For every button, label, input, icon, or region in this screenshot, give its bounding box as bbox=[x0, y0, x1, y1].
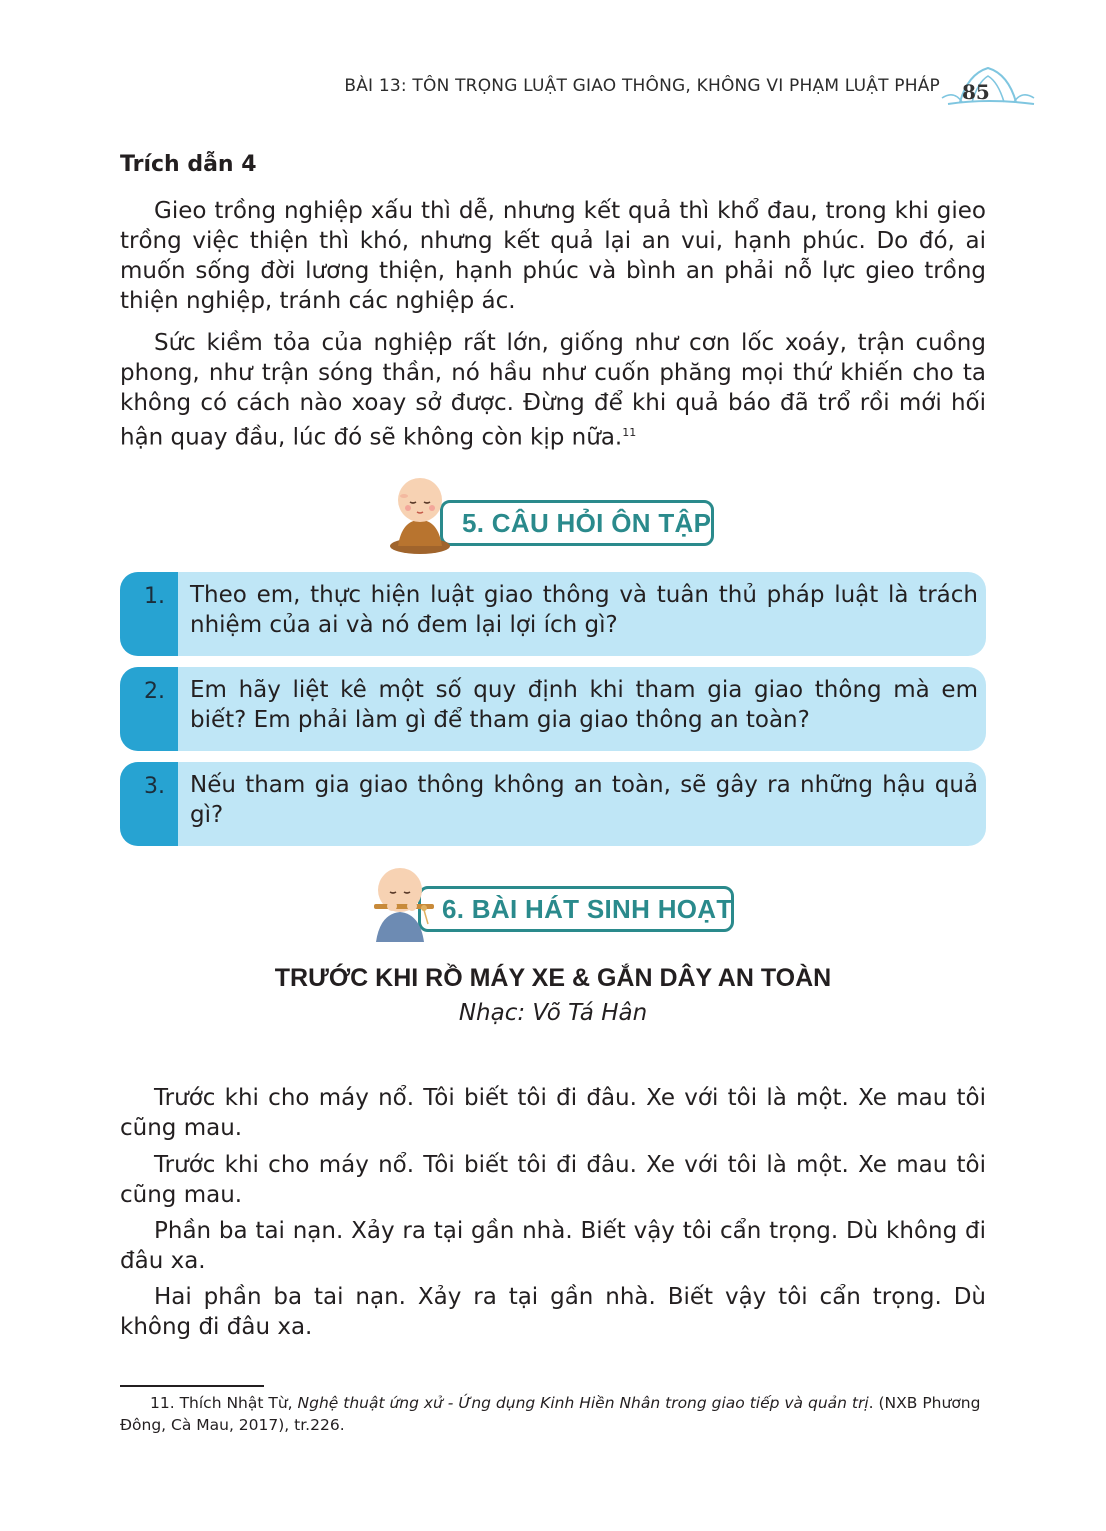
question-text: Em hãy liệt kê một số quy định khi tham gia giao thông mà em biết? Em phải làm gì để tham gia giao thông an toàn? bbox=[190, 677, 978, 733]
monk-meditating-icon bbox=[384, 474, 458, 556]
page-number: 85 bbox=[962, 80, 990, 104]
song-author: Nhạc: Võ Tá Hân bbox=[458, 1000, 648, 1026]
quote-title: Trích dẫn 4 bbox=[120, 152, 257, 177]
footnote-divider bbox=[120, 1385, 264, 1387]
section-5-title: 5. CÂU HỎI ÔN TẬP bbox=[462, 508, 712, 538]
quote-paragraph-2: Sức kiềm tỏa của nghiệp rất lớn, giống như cơn lốc xoáy, trận cuồng phong, như trận sóng thần, nó hầu như cuốn phăng mọi thứ khiến cho ta không có cách nào xoay sở được. Đừng để khi quả báo đã trổ rồi mới hối hận quay đầu, lúc đó sẽ không còn kịp nữa.$^{11}$ bbox=[120, 330, 986, 451]
question-number: 3. bbox=[144, 774, 165, 799]
question-text: Nếu tham gia giao thông không an toàn, sẽ gây ra những hậu quả gì? bbox=[190, 772, 978, 828]
question-number: 1. bbox=[144, 584, 165, 609]
quote-paragraph-1: Gieo trồng nghiệp xấu thì dễ, nhưng kết quả thì khổ đau, trong khi gieo trồng việc thiện thì khó, nhưng kết quả lại an vui, hạnh phúc. Do đó, ai muốn sống đời lương thiện, hạnh phúc và bình an phải nỗ lực gieo trồng thiện nghiệp, tránh các nghiệp ác. bbox=[120, 198, 986, 314]
footnote-ref: 11 bbox=[622, 426, 637, 439]
song-verse-2: Trước khi cho máy nổ. Tôi biết tôi đi đâu. Xe với tôi là một. Xe mau tôi cũng mau. bbox=[120, 1152, 986, 1208]
section-6-title: 6. BÀI HÁT SINH HOẠT bbox=[442, 894, 733, 924]
song-verse-3: Phần ba tai nạn. Xảy ra tại gần nhà. Biết vậy tôi cẩn trọng. Dù không đi đâu xa. bbox=[120, 1218, 986, 1274]
question-card-3 bbox=[120, 762, 986, 846]
song-verse-4: Hai phần ba tai nạn. Xảy ra tại gần nhà. Biết vậy tôi cẩn trọng. Dù không đi đâu xa. bbox=[120, 1284, 986, 1340]
footnote: 11. Thích Nhật Từ, Nghệ thuật ứng xử - Ứng dụng Kinh Hiền Nhân trong giao tiếp và quản trị. (NXB Phương Đông, Cà Mau, 2017), tr.226. bbox=[120, 1394, 981, 1434]
monk-flute-icon bbox=[362, 862, 442, 948]
running-header: BÀI 13: TÔN TRỌNG LUẬT GIAO THÔNG, KHÔNG VI PHẠM LUẬT PHÁP bbox=[344, 76, 940, 96]
question-card-1 bbox=[120, 572, 986, 656]
song-title: TRƯỚC KHI RỒ MÁY XE & GẮN DÂY AN TOÀN bbox=[274, 964, 832, 992]
question-card-2 bbox=[120, 667, 986, 751]
question-number: 2. bbox=[144, 679, 165, 704]
question-text: Theo em, thực hiện luật giao thông và tuân thủ pháp luật là trách nhiệm của ai và nó đem lại lợi ích gì? bbox=[190, 582, 978, 638]
song-verse-1: Trước khi cho máy nổ. Tôi biết tôi đi đâu. Xe với tôi là một. Xe mau tôi cũng mau. bbox=[120, 1085, 986, 1141]
